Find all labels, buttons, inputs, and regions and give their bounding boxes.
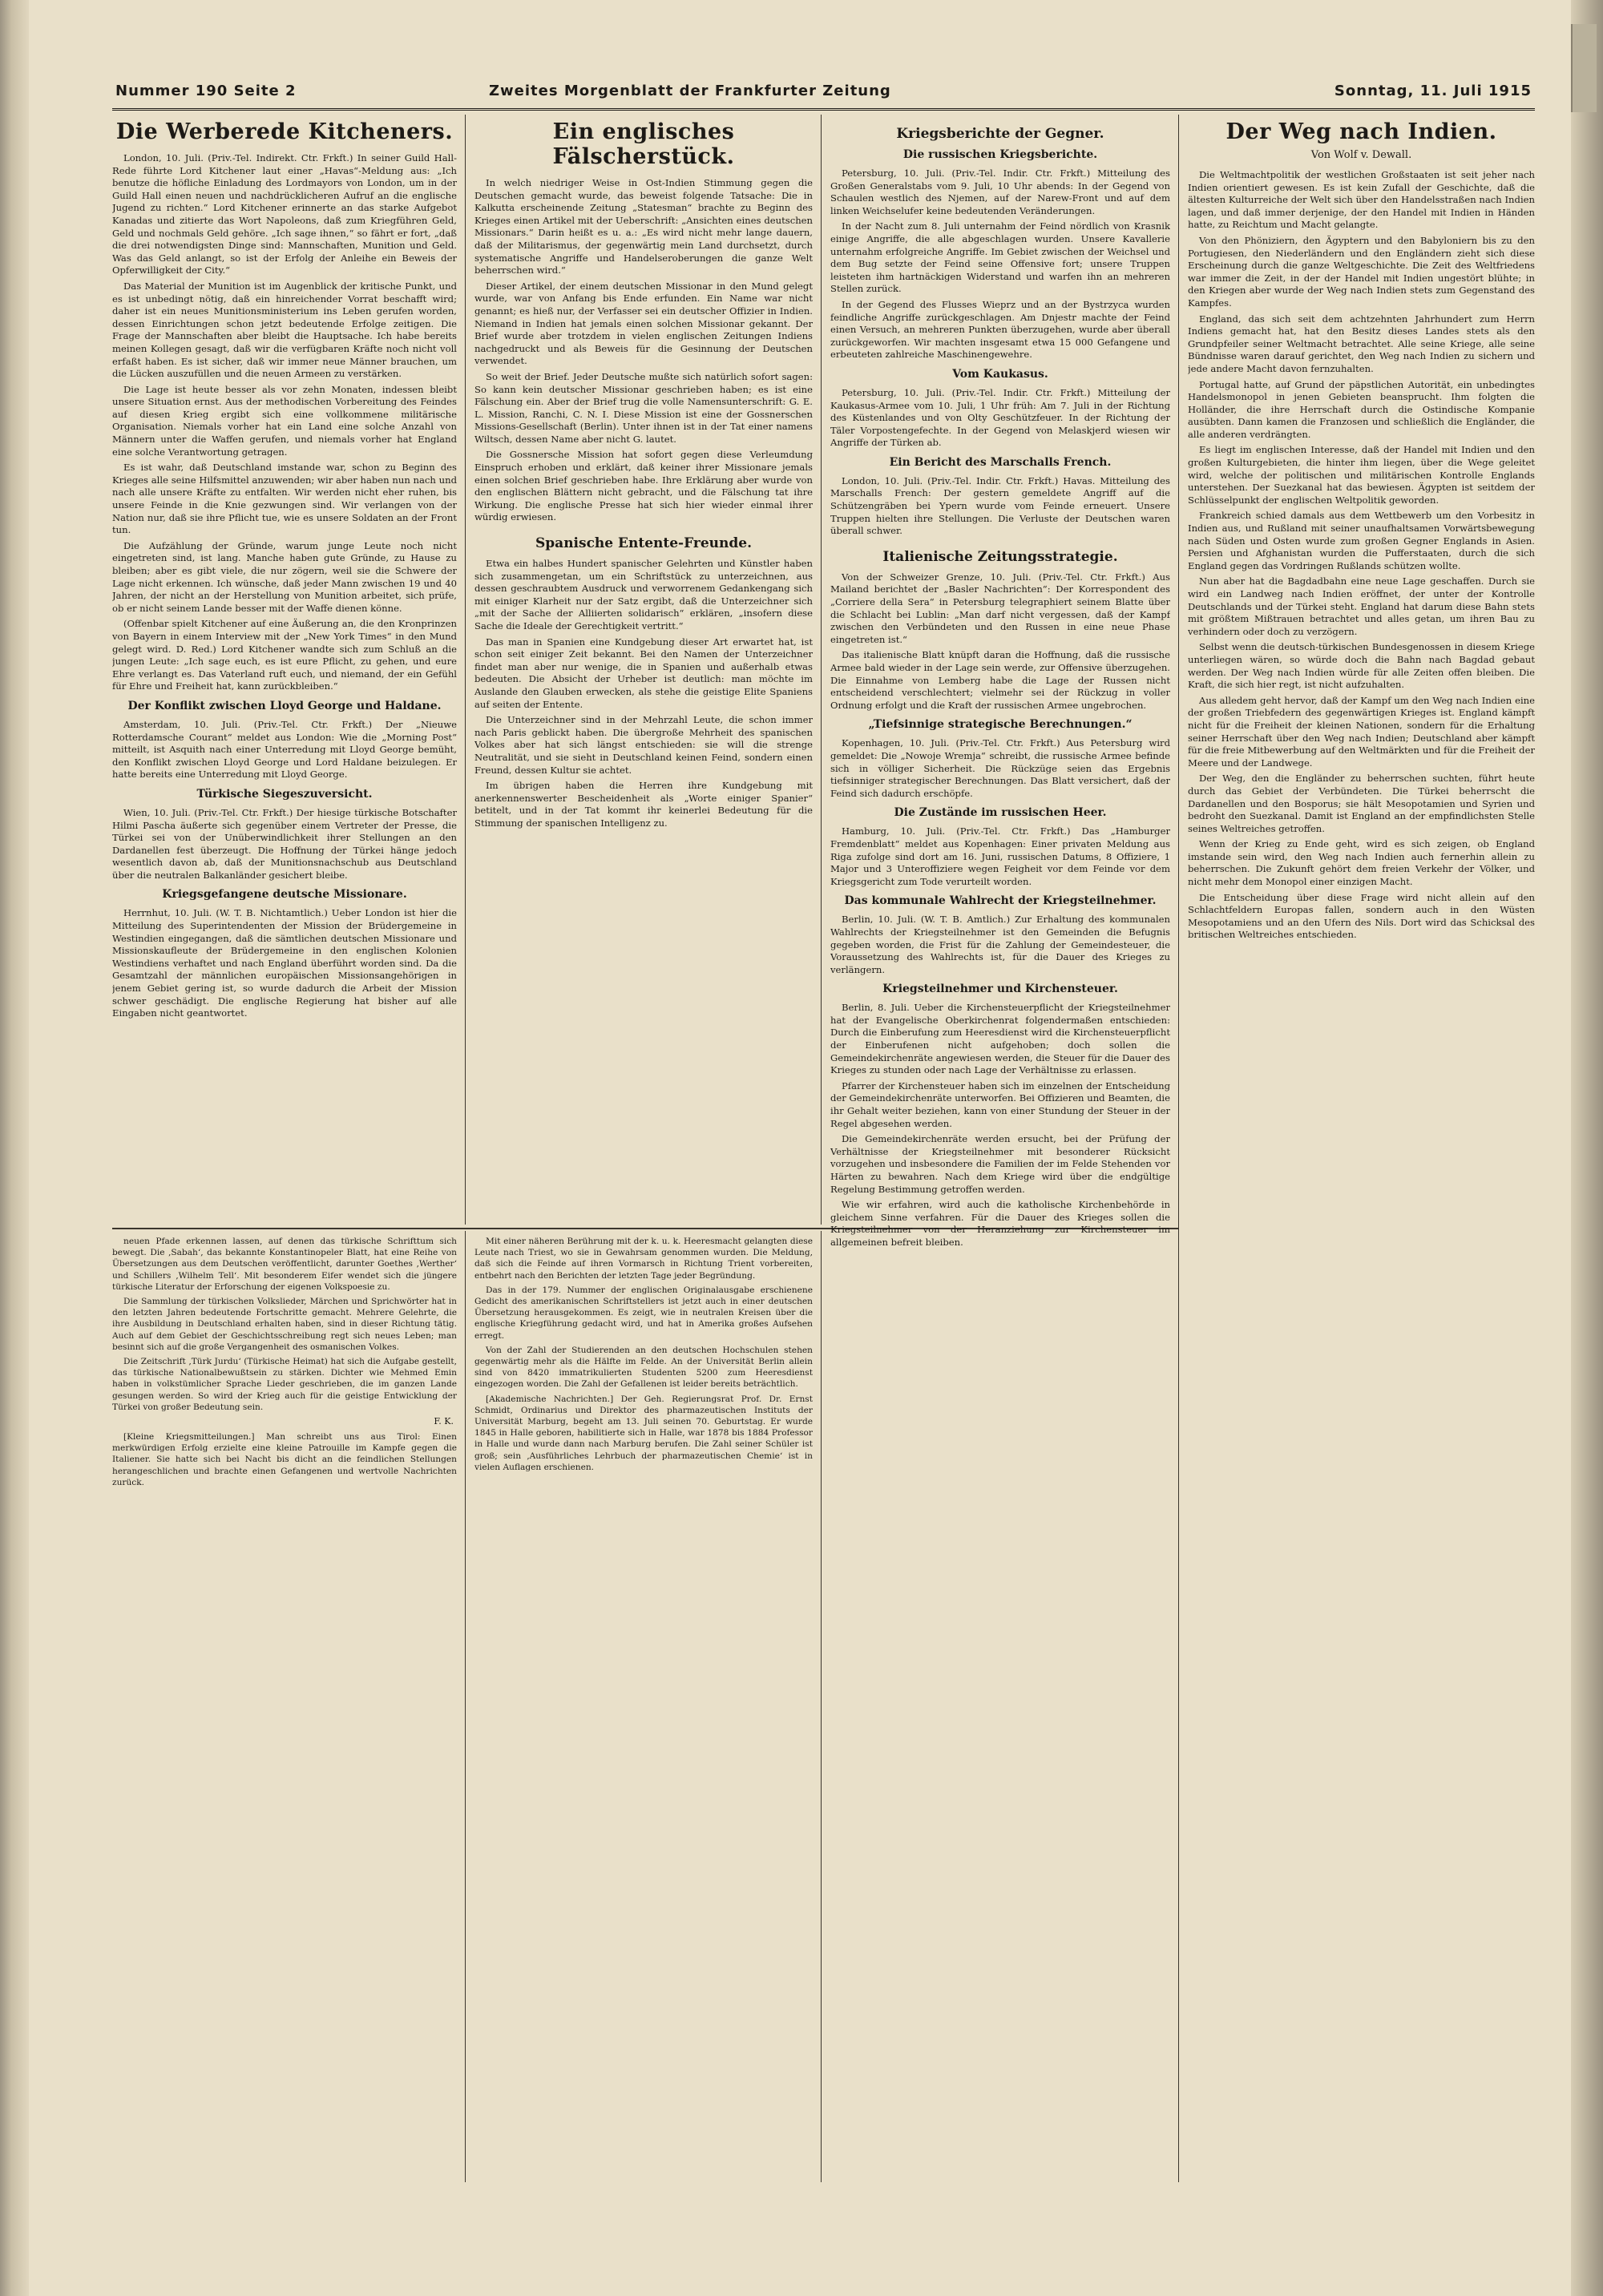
article-paragraph: Amsterdam, 10. Juli. (Priv.-Tel. Ctr. Frkft.) Der „Nieuwe Rotterdamsche Courant“ meldet aus London: Wie die „Morning Post“ mitteilt, ist Asquith nach einer Unterredung mit Lloyd George bemüht, den Konflikt zwischen Lloyd George und Lord Haldane beizulegen. Er hatte bereits eine Unterredung mit Lloyd George. (112, 718, 457, 781)
article-paragraph: Im übrigen haben die Herren ihre Kundgebung mit anerkennenswerter Bescheidenheit als „Worte einiger Spanier“ betitelt, und in der Tat kommt ihr keinerlei Bedeutung für die Stimmung der spanischen Intelligenz zu. (474, 780, 813, 829)
feuilleton-column-2 (474, 1236, 813, 2181)
author-initials: F. K. (434, 1416, 454, 1427)
article-paragraph: Es liegt im englischen Interesse, daß der Handel mit Indien und den großen Kulturgebieten, die hinter ihm liegen, über die Wege geleitet wird, welche der politischen und militärischen Kontrolle Englands unterstehen. Der Suezkanal hat das bewiesen. Ägypten ist seitdem der Schlüsselpunkt der englischen Weltpolitik geworden. (1188, 444, 1535, 506)
article-paragraph: Die Gossnersche Mission hat sofort gegen diese Verleumdung Einspruch erhoben und erklärt, daß keiner ihrer Missionare jemals einen solchen Brief geschrieben habe. Ihre Erklärung aber wurde von den englischen Blättern nicht gebracht, und die Fälschung tat ihre Wirkung. Die englische Presse hat sich hier wieder einmal ihrer würdig erwiesen. (474, 449, 813, 523)
article-paragraph: Die Unterzeichner sind in der Mehrzahl Leute, die schon immer nach Paris geblickt haben. Die übergroße Mehrheit des spanischen Volkes aber hat sich längst entschieden: sie will die strenge Neutralität, und sie sieht in Deutschland keinen Feind, sondern einen Freund, dessen Kultur sie achtet. (474, 714, 813, 776)
article-paragraph: Pfarrer der Kirchensteuer haben sich im einzelnen der Entscheidung der Gemeindekirchenräte unterworfen. Bei Offizieren und Beamten, die ihr Gehalt weiter beziehen, kann von einer Stundung der Steuer in der Regel abgesehen werden. (830, 1079, 1170, 1129)
headline: Kriegsberichte der Gegner. (896, 126, 1104, 142)
feuilleton-paragraph: neuen Pfade erkennen lassen, auf denen das türkische Schrifttum sich bewegt. Die ‚Sabah‘, das bekannte Konstantinopeler Blatt, hat eine Reihe von Übersetzungen aus dem Deutschen veröffentlicht, darunter Goethes ‚Werther‘ und Schillers ‚Wilhelm Tell‘. Mit besonderem Eifer wendet sich die jüngere türkische Literatur der Erforschung der eigenen Volkspoesie zu. (112, 1237, 457, 1292)
article-paragraph: Die Lage ist heute besser als vor zehn Monaten, indessen bleibt unsere Situation ernst. Aus der methodischen Vorbereitung des Feindes auf diesen Krieg ergibt sich eine vollkommene militärische Organisation. Niemals vorher hat ein Land eine solche Anzahl von Männern unter die Waffen gerufen, und niemals vorher hat England eine solche Verantwortung getragen. (112, 383, 457, 458)
section-heading: Kriegsgefangene deutsche Missionare. (162, 888, 407, 902)
column-rule (465, 115, 466, 1225)
page-edge-right (1571, 0, 1603, 2296)
feuilleton-paragraph: Das in der 179. Nummer der englischen Originalausgabe erschienene Gedicht des amerikanischen Schriftstellers ist jetzt auch in einer deutschen Übersetzung herausgekommen. Es zeigt, wie in neutralen Kreisen über die englische Kriegführung gedacht wird, und hat in Amerika großes Aufsehen erregt. (474, 1285, 813, 1341)
article-paragraph: In der Nacht zum 8. Juli unternahm der Feind nördlich von Krasnik einige Angriffe, die alle abgeschlagen wurden. Unsere Kavallerie unternahm erfolgreiche Angriffe. Im Gebiet zwischen der Weichsel und dem Bug setzte der Feind seine Offensive fort; unsere Truppen leisteten ihm hartnäckigen Widerstand und warfen ihn an mehreren Stellen zurück. (830, 220, 1170, 295)
section-heading: Die Zustände im russischen Heer. (894, 806, 1107, 820)
article-paragraph: Kopenhagen, 10. Juli. (Priv.-Tel. Ctr. Frkft.) Aus Petersburg wird gemeldet: Die „Nowoje Wremja“ schreibt, die russische Armee befinde sich in völliger Sicherheit. Die Rückzüge seien das Ergebnis tiefsinniger strategischer Berechnungen. Das Blatt versichert, daß der Feind sich dadurch erschöpfe. (830, 737, 1170, 799)
section-heading: Türkische Siegeszuversicht. (196, 787, 373, 801)
feuilleton-paragraph: Die Sammlung der türkischen Volkslieder, Märchen und Sprichwörter hat in den letzten Jahren bedeutende Fortschritte gemacht. Mehrere Gelehrte, die ihre Ausbildung in Deutschland erhalten haben, sind in dieser Richtung tätig. Auch auf dem Gebiet der Geschichtsschreibung regt sich neues Leben; man besinnt sich auf die große Vergangenheit des osmanischen Volkes. (112, 1297, 457, 1352)
article-paragraph: London, 10. Juli. (Priv.-Tel. Indir. Ctr. Frkft.) Havas. Mitteilung des Marschalls French: Der gestern gemeldete Angriff auf die Schützengräben bei Ypern wurde vom Feinde erneuert. Unsere Truppen hielten ihre Stellungen. Die Verluste der Deutschen waren überall schwer. (830, 474, 1170, 537)
section-heading: „Tiefsinnige strategische Berechnungen.“ (868, 718, 1133, 732)
section-heading: Der Konflikt zwischen Lloyd George und Haldane. (127, 699, 442, 712)
newspaper-page (112, 76, 1535, 2240)
article-paragraph: Das man in Spanien eine Kundgebung dieser Art erwartet hat, ist schon seit einiger Zeit bekannt. Bei den Namen der Unterzeichner findet man aber nur wenige, die in Spanien und außerhalb etwas bedeuten. Die Absicht der Urheber ist deutlich: man möchte im Auslande den Glauben erwecken, als stehe die geistige Elite Spaniens auf seiten der Entente. (474, 636, 813, 710)
section-heading: Kriegsteilnehmer und Kirchensteuer. (882, 983, 1118, 996)
article-paragraph: In der Gegend des Flusses Wieprz und an der Bystrzyca wurden feindliche Angriffe zurückgeschlagen. Am Dnjestr machte der Feind einen Versuch, an mehreren Punkten überzugehen, wurde aber überall zurückgeworfen. Wir machten insgesamt etwa 15 000 Gefangene und erbeuteten zahlreiche Maschinengewehre. (830, 298, 1170, 361)
issue-number: Nummer 190 Seite 2 (115, 83, 297, 99)
feuilleton-paragraph: Mit einer näheren Berührung mit der k. u. k. Heeresmacht gelangten diese Leute nach Triest, wo sie in Gewahrsam genommen wurden. Die Meldung, daß sich die Feinde auf ihren Vormarsch in Richtung Trient vorbereiten, entbehrt nach den Berichten der letzten Tage jeder Begründung. (474, 1237, 813, 1281)
article-paragraph: Herrnhut, 10. Juli. (W. T. B. Nichtamtlich.) Ueber London ist hier die Mitteilung des Superintendenten der Mission der Brüdergemeine in Westindien eingegangen, daß die sämtlichen deutschen Missionare und Missionskaufleute der Brüdergemeine in den englischen Kolonien Westindiens verhaftet und nach England überführt worden sind. Da die Gesamtzahl der männlichen europäischen Missionsangehörigen in jenem Gebiet gering ist, so wurde dadurch die Arbeit der Mission schwer geschädigt. Die englische Regierung hat bisher auf alle Eingaben nicht geantwortet. (112, 907, 457, 1019)
article-paragraph: Die Aufzählung der Gründe, warum junge Leute noch nicht eingetreten sind, ist lang. Manche haben gute Gründe, zu Hause zu bleiben; aber es gibt viele, die nur zögern, weil sie die Schwere der Lage nicht erkennen. Ich wünsche, daß jeder Mann zwischen 19 und 40 Jahren, der nicht an der Herstellung von Munition arbeitet, sich prüfe, ob er nicht seinem Lande besser mit der Waffe dienen könne. (112, 539, 457, 614)
article-paragraph: Der Weg, den die Engländer zu beherrschen suchten, führt heute durch das Gebiet der Verbündeten. Die Türkei beherrscht die Dardanellen und den Bosporus; sie hält Mesopotamien und Syrien und bedroht den Suezkanal. Damit ist England an der empfindlichsten Stelle seines Weltreiches getroffen. (1188, 773, 1535, 834)
article-paragraph: Frankreich schied damals aus dem Wettbewerb um den Vorbesitz in Indien aus, und Rußland mit seiner unaufhaltsamen Vorwärtsbewegung nach Süden und Osten wurde zum großen Gegner Englands in Asien. Persien und Afghanistan wurden die Pufferstaaten, durch die sich England gegen das Vordringen Rußlands schützen wollte. (1188, 510, 1535, 571)
article-paragraph: Petersburg, 10. Juli. (Priv.-Tel. Indir. Ctr. Frkft.) Mitteilung des Großen Generalstabs vom 9. Juli, 10 Uhr abends: In der Gegend von Schaulen westlich des Njemen, auf der Narew-Front und auf dem linken Weichselufer keine bedeutenden Veränderungen. (830, 167, 1170, 216)
column-2 (474, 115, 813, 1225)
feuilleton-paragraph: [Akademische Nachrichten.] Der Geh. Regierungsrat Prof. Dr. Ernst Schmidt, Ordinarius und Direktor des pharmazeutischen Instituts der Universität Marburg, begeht am 13. Juli seinen 70. Geburtstag. Er wurde 1845 in Halle geboren, habilitierte sich in Halle, war 1878 bis 1884 Professor in Halle und wurde dann nach Marburg berufen. Die Zahl seiner Schüler ist groß; sein ‚Ausführliches Lehrbuch der pharmazeutischen Chemie‘ ist in vielen Auflagen erschienen. (474, 1394, 813, 1472)
column-rule (821, 1231, 822, 2182)
article-paragraph: London, 10. Juli. (Priv.-Tel. Indirekt. Ctr. Frkft.) In seiner Guild Hall-Rede führte Lord Kitchener laut einer „Havas“-Meldung aus: „Ich benutze die höfliche Einladung des Lordmayors von London, um in der Guild Hall einen neuen und nachdrücklicheren Aufruf an die englische Jugend zu richten.“ Lord Kitchener erinnerte an das starke Aufgebot Kanadas und zitierte das Wort Napoleons, daß zum Kriegführen Geld, Geld und nochmals Geld gehöre. „Ich sage ihnen,“ so fährt er fort, „daß die drei notwendigsten Dinge sind: Mannschaften, Munition und Geld. Was das Geld anlangt, so ist der Erfolg der Anleihe ein Beweis der Opferwilligkeit der City.“ (112, 152, 457, 276)
article-paragraph: Von den Phöniziern, den Ägyptern und den Babyloniern bis zu den Portugiesen, den Niederländern und den Engländern zieht sich diese Erscheinung durch die ganze Weltgeschichte. Die Zeit des Weltfriedens war immer die Zeit, in der der Handel mit Indien ungestört blühte; in den Kriegen aber wurde der Weg nach Indien stets zum Gegenstand des Kampfes. (1188, 234, 1535, 309)
feuilleton-column-1 (112, 1236, 457, 2181)
headline: Ein englisches Fälscherstück. (552, 119, 735, 169)
article-paragraph: Portugal hatte, auf Grund der päpstlichen Autorität, ein unbedingtes Handelsmonopol in jenen Gebieten beansprucht. Ihm folgten die Holländer, die ihre Herrschaft durch die Ostindische Kompanie ausübten. Dann kamen die Franzosen und schließlich die Engländer, die alle anderen verdrängten. (1188, 378, 1535, 440)
issue-date: Sonntag, 11. Juli 1915 (1334, 83, 1532, 99)
article-paragraph: Das italienische Blatt knüpft daran die Hoffnung, daß die russische Armee bald wieder in der Lage sein werde, zur Offensive überzugehen. Die Einnahme von Lemberg habe die Lage der Russen nicht entscheidend verschlechtert; vielmehr sei der Rückzug in voller Ordnung erfolgt und die Kraft der russischen Armee ungebrochen. (830, 649, 1170, 711)
article-paragraph: Von der Schweizer Grenze, 10. Juli. (Priv.-Tel. Ctr. Frkft.) Aus Mailand berichtet der „Basler Nachrichten“: Der Korrespondent des „Corriere della Sera“ in Petersburg telegraphiert seinem Blatte über die Schlacht bei Lublin: „Man darf nicht vergessen, daß der Kampf zwischen den Verbündeten und den Russen in eine neue Phase eingetreten ist.“ (830, 571, 1170, 645)
paper-title: Zweites Morgenblatt der Frankfurter Zeitung (489, 83, 891, 99)
article-paragraph: Aus alledem geht hervor, daß der Kampf um den Weg nach Indien eine der großen Triebfedern des gegenwärtigen Krieges ist. England kämpft nicht für die Freiheit der kleinen Nationen, sondern für die Erhaltung seiner Herrschaft über den Weg nach Indien; Deutschland aber kämpft für die freie Mitbewerbung auf den Weltmärkten und für die Freiheit der Meere und der Landwege. (1188, 694, 1535, 769)
article-paragraph: Nun aber hat die Bagdadbahn eine neue Lage geschaffen. Durch sie wird ein Landweg nach Indien eröffnet, der unter der Kontrolle Deutschlands und der Türkei steht. England hat darum diese Bahn stets mit größtem Mißtrauen betrachtet und alles getan, um ihren Bau zu verhindern oder doch zu verzögern. (1188, 575, 1535, 637)
column-rule (821, 115, 822, 1225)
column-rule (465, 1231, 466, 2182)
section-heading: Italienische Zeitungsstrategie. (882, 548, 1118, 565)
article-paragraph: Es ist wahr, daß Deutschland imstande war, schon zu Beginn des Krieges alle seine Hilfsmittel anzuwenden; wir aber haben nun nach und nach alle unsere Kräfte zu entfalten. Wir werden nicht eher ruhen, bis unsere Feinde in die Knie gezwungen sind. Wir verlangen von der Nation nur, daß sie ihre Pflicht tue, wie es unsere Soldaten an der Front tun. (112, 462, 457, 536)
section-heading: Ein Bericht des Marschalls French. (889, 455, 1112, 469)
article-paragraph: So weit der Brief. Jeder Deutsche mußte sich natürlich sofort sagen: So kann kein deutscher Missionar geschrieben haben; es ist eine Fälschung ein. Aber der Brief trug die volle Namensunterschrift: G. E. L. Mission, Ranchi, C. N. I. Diese Mission ist eine der Gossnerschen Missions-Gesellschaft (Berlin). Unter ihnen ist in der Tat einer namens Wiltsch, dessen Name aber nicht G. lautet. (474, 370, 813, 445)
article-paragraph: Selbst wenn die deutsch-türkischen Bundesgenossen in diesem Kriege unterliegen wären, so würde doch die Bahn nach Bagdad gebaut werden. Der Weg nach Indien würde für alle Zeiten offen bleiben. Die Kraft, die sich hier regt, ist nicht aufzuhalten. (1188, 641, 1535, 691)
headline: Der Weg nach Indien. (1225, 119, 1497, 144)
article-paragraph: Wien, 10. Juli. (Priv.-Tel. Ctr. Frkft.) Der hiesige türkische Botschafter Hilmi Pascha äußerte sich gegenüber einem Vertreter der Presse, die Türkei sei von der Unüberwindlichkeit ihrer Stellungen an den Dardanellen fest überzeugt. Die Hoffnung der Türkei hänge jedoch wesentlich davon ab, daß der Munitionsnachschub aus Deutschland über die neutralen Balkanländer gesichert bleibe. (112, 806, 457, 881)
article-paragraph: Etwa ein halbes Hundert spanischer Gelehrten und Künstler haben sich zusammengetan, um ein Schriftstück zu unterzeichnen, aus dessen geschraubtem Ausdruck und verworrenem Gedankengang sich mit einiger Klarheit nur der Satz ergibt, daß die Unterzeichner sich „mit der Sache der Alliierten solidarisch“ erklären, „insofern diese Sache die Ideale der Gerechtigkeit vertritt.“ (474, 558, 813, 632)
article-paragraph: Berlin, 10. Juli. (W. T. B. Amtlich.) Zur Erhaltung des kommunalen Wahlrechts der Kriegsteilnehmer ist den Gemeinden die Befugnis gegeben worden, die Frist für die Zahlung der Gemeindesteuer, die Voraussetzung des Wahlrechts ist, für die Dauer des Krieges zu verlängern. (830, 914, 1170, 975)
article-paragraph: Die Weltmachtpolitik der westlichen Großstaaten ist seit jeher nach Indien orientiert gewesen. Es ist kein Zufall der Geschichte, daß die ältesten Kulturreiche der Welt sich über den Handelsstraßen nach Indien lagen, und daß immer derjenige, der den Handel mit Indien in Händen hatte, zu Reichtum und Macht gelangte. (1188, 169, 1535, 231)
article-paragraph: England, das sich seit dem achtzehnten Jahrhundert zum Herrn Indiens gemacht hat, hat den Besitz dieses Landes stets als den Grundpfeiler seiner Weltmacht betrachtet. Alle seine Kriege, alle seine Bündnisse waren darauf gerichtet, den Weg nach Indien zu sichern und jede andere Macht davon fernzuhalten. (1188, 313, 1535, 374)
article-paragraph: Die Entscheidung über diese Frage wird nicht allein auf den Schlachtfeldern Europas fallen, sondern auch in den Wüsten Mesopotamiens und an den Ufern des Nils. Dort wird das Schicksal des britischen Weltreiches entschieden. (1188, 891, 1535, 941)
page-edge-left (0, 0, 29, 2296)
binding-tab (1571, 24, 1597, 112)
section-heading: Das kommunale Wahlrecht der Kriegsteilnehmer. (844, 894, 1157, 908)
article-paragraph: Das Material der Munition ist im Augenblick der kritische Punkt, und es ist unbedingt nötig, daß ein hinreichender Vorrat beschafft wird; daher ist ein neues Munitionsministerium ins Leben gerufen worden, dessen Einrichtungen schon jetzt bedeutende Erfolge zeitigen. Die Frage der Mannschaften aber bleibt die Hauptsache. Ich habe bereits meinen Kollegen gesagt, daß wir die verfügbaren Kräfte noch nicht voll erfaßt haben. Es ist sicher, daß wir immer neue Männer brauchen, um die Lücken auszufüllen und die neuen Armeen zu verstärken. (112, 280, 457, 380)
article-paragraph: Die Gemeindekirchenräte werden ersucht, bei der Prüfung der Verhältnisse der Kriegsteilnehmer mit besonderer Rücksicht vorzugehen und insbesondere die Familien der im Felde Stehenden vor Härten zu bewahren. Nach dem Kriege wird über die endgültige Regelung Bestimmung getroffen werden. (830, 1133, 1170, 1195)
feuilleton-paragraph: Von der Zahl der Studierenden an den deutschen Hochschulen stehen gegenwärtig mehr als die Hälfte im Felde. An der Universität Berlin allein sind von 8420 immatrikulierten Studenten 5200 zum Heeresdienst eingezogen worden. Die Zahl der Gefallenen ist leider bereits beträchtlich. (474, 1345, 813, 1390)
section-heading: Vom Kaukasus. (952, 367, 1048, 381)
feuilleton-paragraph: [Kleine Kriegsmitteilungen.] Man schreibt uns aus Tirol: Einen merkwürdigen Erfolg erzielte eine kleine Patrouille im Kampfe gegen die Italiener. Sie hatte sich bei Nacht bis dicht an die feindlichen Stellungen herangeschlichen und brachte einen Gefangenen und wertvolle Nachrichten zurück. (112, 1432, 457, 1487)
feuilleton-paragraph: Die Zeitschrift ‚Türk Jurdu‘ (Türkische Heimat) hat sich die Aufgabe gestellt, das türkische Nationalbewußtsein zu stärken. Dichter wie Mehmed Emin haben in volkstümlicher Sprache Lieder geschrieben, die im ganzen Lande gesungen werden. So wird der Krieg auch für die geistige Entwicklung der Türkei von großer Bedeutung sein. (112, 1357, 457, 1412)
article-paragraph: Wenn der Krieg zu Ende geht, wird es sich zeigen, ob England imstande sein wird, den Weg nach Indien auch fernerhin allein zu beherrschen. Die Zukunft gehört dem freien Verkehr der Völker, und nicht mehr dem Monopol einer einzigen Macht. (1188, 838, 1535, 888)
article-paragraph: Berlin, 8. Juli. Ueber die Kirchensteuerpflicht der Kriegsteilnehmer hat der Evangelische Oberkirchenrat folgendermaßen entschieden: Durch die Einberufung zum Heeresdienst wird die Kirchensteuerpflicht der Einberufenen nicht aufgehoben; doch sollen die Gemeindekirchenräte angewiesen werden, die Steuer für die Dauer des Krieges zu stunden oder nach Lage der Verhältnisse zu erlassen. (830, 1002, 1170, 1076)
section-heading: Die russischen Kriegsberichte. (902, 148, 1098, 161)
article-paragraph: In welch niedriger Weise in Ost-Indien Stimmung gegen die Deutschen gemacht wurde, das beweist folgende Tatsache: Die in Kalkutta erscheinende Zeitung „Statesman“ brachte zu Beginn des Krieges einen Artikel mit der Ueberschrift: „Ansichten eines deutschen Missionars.“ Darin heißt es u. a.: „Es wird nicht mehr lange dauern, daß der Militarismus, der gegenwärtig mein Land durchsetzt, durch systematische Angriffe und Handelseroberungen die ganze Welt beherrschen wird.“ (474, 177, 813, 276)
column-4 (1188, 115, 1535, 2182)
section-heading: Spanische Entente-Freunde. (535, 535, 752, 552)
article-paragraph: Dieser Artikel, der einem deutschen Missionar in den Mund gelegt wurde, war von Anfang bis Ende erfunden. Ein Name war nicht genannt; es hieß nur, der Verfasser sei ein deutscher Offizier in Indien. Niemand in Indien hat jemals einen solchen Missionar gekannt. Der Brief wurde aber trotzdem in vielen englischen Zeitungen Indiens nachgedruckt und als Beweis für die Gesinnung der Deutschen verwendet. (474, 280, 813, 367)
masthead (112, 76, 1535, 111)
article-paragraph: Petersburg, 10. Juli. (Priv.-Tel. Indir. Ctr. Frkft.) Mitteilung der Kaukasus-Armee vom 10. Juli, 1 Uhr früh: Am 7. Juli in der Richtung des Küstenlandes und von Olty Geschützfeuer. In der Richtung der Täler Vorpostengefechte. In der Gegend von Melaskjerd wiesen wir Angriffe der Türken ab. (830, 386, 1170, 449)
article-paragraph: Hamburg, 10. Juli. (Priv.-Tel. Ctr. Frkft.) Das „Hamburger Fremdenblatt“ meldet aus Kopenhagen: Einer privaten Meldung aus Riga zufolge sind dort am 16. Juni, russischen Datums, 8 Offiziere, 1 Major und 3 Unteroffiziere wegen Feigheit vor dem Feinde vor dem Kriegsgericht zum Tode verurteilt worden. (830, 825, 1170, 887)
headline: Die Werberede Kitcheners. (115, 119, 454, 144)
column-rule (1178, 115, 1179, 2182)
byline: Von Wolf v. Dewall. (1310, 149, 1412, 161)
column-3 (830, 115, 1170, 2182)
article-paragraph: Wie wir erfahren, wird auch die katholische Kirchenbehörde in gleichem Sinne verfahren. Für die Dauer des Krieges sollen die Kriegsteilnehmer von der Heranziehung zur Kirchensteuer im allgemeinen befreit bleiben. (830, 1199, 1170, 1248)
article-paragraph: (Offenbar spielt Kitchener auf eine Äußerung an, die den Kronprinzen von Bayern in einem Interview mit der „New York Times“ in den Mund gelegt wird. D. Red.) Lord Kitchener wandte sich zum Schluß an die jungen Leute: „Ich sage euch, es ist eure Pflicht, zu gehen, und eure Ehre verlangt es. Das Vaterland ruft euch, und niemand, der ein Gefühl für Ehre und Freiheit hat, kann zurückbleiben.“ (112, 618, 457, 692)
column-1 (112, 115, 457, 1225)
